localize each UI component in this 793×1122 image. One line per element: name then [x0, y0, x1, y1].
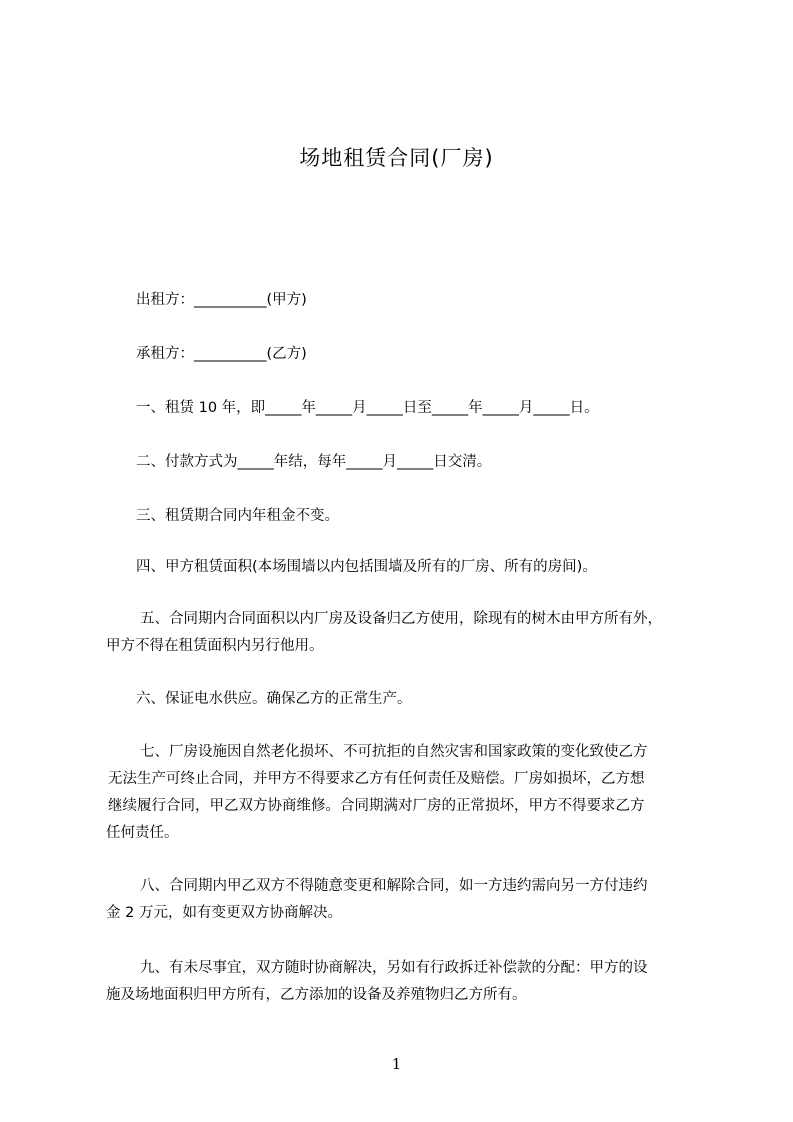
clause-9	[106, 955, 718, 1009]
clause-7-line-2: 无法生产可终止合同，并甲方不得要求乙方有任何责任及赔偿。厂房如损坏，乙方想	[108, 771, 645, 787]
clause-9-line-2: 施及场地面积归甲方所有，乙方添加的设备及养殖物归乙方所有。	[106, 987, 527, 1003]
lessor-line: 出租方：__________(甲方)	[136, 292, 307, 308]
clause-2: 二、付款方式为_____年结，每年_____月_____日交清。	[136, 454, 492, 470]
clause-6: 六、保证电水供应。确保乙方的正常生产。	[136, 691, 412, 707]
clause-7-line-1: 七、厂房设施因自然老化损坏、不可抗拒的自然灾害和国家政策的变化致使乙方	[140, 744, 648, 760]
clause-3: 三、租赁期合同内年租金不变。	[136, 508, 339, 524]
clause-9-line-1: 九、有未尽事宜，双方随时协商解决，另如有行政拆迁补偿款的分配：甲方的设	[140, 960, 648, 976]
clause-5-line-1: 五、合同期内合同面积以内厂房及设备归乙方使用，除现有的树木由甲方所有外，	[140, 611, 662, 627]
clause-8-line-1: 八、合同期内甲乙双方不得随意变更和解除合同，如一方违约需向另一方付违约	[140, 878, 648, 894]
clause-7-line-3: 继续履行合同，甲乙双方协商维修。合同期满对厂房的正常损坏，甲方不得要求乙方	[108, 798, 645, 814]
clause-8-line-2: 金 2 万元，如有变更双方协商解决。	[106, 905, 342, 921]
clause-1: 一、租赁 10 年，即_____年_____月_____日至_____年_____月_____日。	[136, 400, 599, 416]
page-number: 1	[391, 1055, 402, 1073]
lessee-line: 承租方：__________(乙方)	[136, 346, 307, 362]
clause-8	[106, 873, 718, 927]
clause-7	[106, 739, 718, 847]
clause-7-line-4: 任何责任。	[106, 825, 179, 841]
clause-5-line-2: 甲方不得在租赁面积内另行他用。	[106, 638, 324, 654]
clause-4: 四、甲方租赁面积(本场围墙以内包括围墙及所有的厂房、所有的房间)。	[136, 559, 597, 575]
clause-5	[106, 606, 718, 660]
document-title: 场地租赁合同(厂房)	[299, 146, 494, 170]
